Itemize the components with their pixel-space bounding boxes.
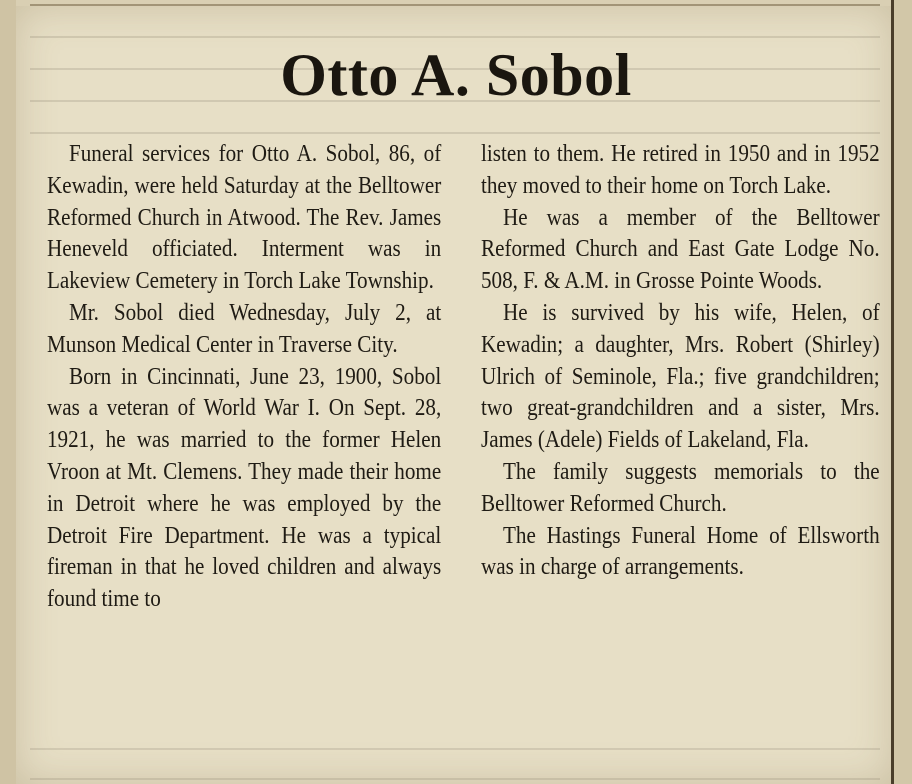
paragraph: The family suggests memorials to the Belltower Reformed Church. [481, 458, 880, 517]
paragraph: The Hastings Funeral Home of Ellsworth was in charge of arrangements. [481, 522, 880, 581]
paragraph: listen to them. He retired in 1950 and in 1952 they moved to their home on Torch Lake. [481, 141, 880, 199]
paragraph: Funeral services for Otto A. Sobol, 86, of Kewadin, were held Saturday at the Belltower Reformed Church in Atwood. The Rev. James Heneveld officiated. Interment was in Lakeview Cemetery in Torch Lake Township. [47, 141, 442, 295]
bleed-through-texture-bottom [30, 748, 880, 784]
article-column-left [47, 139, 441, 616]
column-rule-top [30, 4, 880, 6]
paragraph: Mr. Sobol died Wednesday, July 2, at Munson Medical Center in Traverse City. [47, 299, 442, 358]
paragraph: Born in Cincinnati, June 23, 1900, Sobol was a veteran of World War I. On Sept. 28, 1921, he was married to the former Helen Vroon at Mt. Clemens. They made their home in Detroit where he was employed by the Detroit Fire Department. He was a typical fireman in that he loved children and always found time to [47, 363, 442, 613]
paragraph: He is survived by his wife, Helen, of Kewadin; a daughter, Mrs. Robert (Shirley) Ulrich of Seminole, Fla.; five grandchildren; two great-grandchildren and a sister, Mrs. James (Adele) Fields of Lakeland, Fla. [481, 299, 880, 454]
paragraph: He was a member of the Belltower Reformed Church and East Gate Lodge No. 508, F. & A.M. in Grosse Pointe Woods. [481, 204, 880, 295]
article-column-right [481, 139, 880, 584]
background-margin-right [892, 0, 912, 784]
background-margin-left [0, 0, 16, 784]
column-rule-right [891, 0, 894, 784]
obituary-headline: Otto A. Sobol [280, 42, 632, 108]
